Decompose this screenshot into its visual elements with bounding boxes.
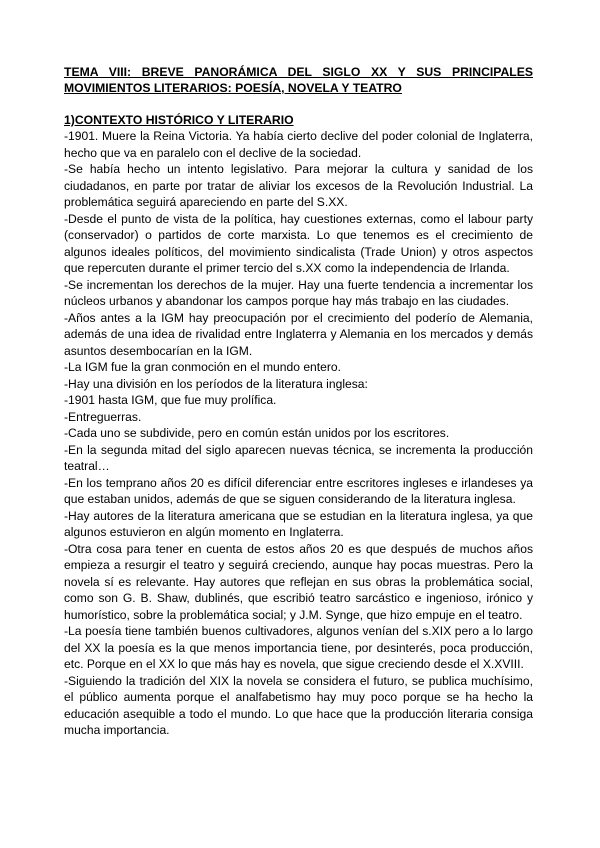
paragraph: -1901 hasta IGM, que fue muy prolífica.: [64, 393, 277, 407]
paragraph: -Siguiendo la tradición del XIX la novela se considera el futuro, se publica muchísimo, el público aumenta porque el analfabetismo hay muy poco porque se ha hecho la educación asequible a todo el mundo. Lo que hace que la producción literaria consiga mucha importancia.: [64, 673, 533, 737]
section-heading: 1)CONTEXTO HISTÓRICO Y LITERARIO: [64, 113, 294, 127]
body-text: [64, 128, 533, 739]
title-line-2: MOVIMIENTOS LITERARIOS: POESÍA, NOVELA Y TEATRO: [64, 81, 402, 95]
paragraph: -Años antes a la IGM hay preocupación por el crecimiento del poderío de Alemania, además de una idea de rivalidad entre Inglaterra y Alemania en los mercados y demás asuntos desembocarían en la IGM.: [64, 310, 533, 358]
paragraph: -Hay una división en los períodos de la literatura inglesa:: [64, 376, 368, 391]
document-title: [64, 64, 533, 96]
paragraph: -La poesía tiene también buenos cultivadores, algunos venían del s.XIX pero a lo largo del XX la poesía es la que menos importancia tiene, por desinterés, poca producción, etc. Porque en el XX lo que más hay es novela, que sigue creciendo desde el X.XVIII.: [64, 624, 533, 671]
paragraph: -Cada uno se subdivide, pero en común están unidos por los escritores.: [64, 426, 450, 440]
paragraph: -La IGM fue la gran conmoción en el mundo entero.: [64, 360, 341, 374]
paragraph: -Se había hecho un intento legislativo. Para mejorar la cultura y sanidad de los ciudadanos, en parte por tratar de aliviar los excesos de la Revolución Industrial. La problemática seguirá apareciendo en parte del S.XX.: [64, 162, 533, 209]
paragraph: -Otra cosa para tener en cuenta de estos años 20 es que después de muchos años empieza a resurgir el teatro y seguirá creciendo, aunque hay pocas muestras. Pero la novela sí es relevante. Hay autores que reflejan en sus obras la problemática social, como son G. B. Shaw, dublinés, que escribió teatro sarcástico e ingenioso, irónico y humorístico, sobre la problemática social; y J.M. Synge, que hizo empuje en el teatro.: [64, 541, 533, 622]
paragraph: -En los temprano años 20 es difícil diferenciar entre escritores ingleses e irlandeses ya que estaban unidos, además de que se siguen considerando de la literatura inglesa.: [64, 475, 533, 506]
paragraph: -Hay autores de la literatura americana que se estudian en la literatura inglesa, ya que algunos estuvieron en algún momento en Inglaterra.: [64, 508, 533, 539]
paragraph: -Se incrementan los derechos de la mujer. Hay una fuerte tendencia a incrementar los núcleos urbanos y abandonar los campos porque hay más trabajo en las ciudades.: [64, 277, 533, 308]
paragraph: -En la segunda mitad del siglo aparecen nuevas técnica, se incrementa la producción teatral…: [64, 442, 533, 473]
paragraph: -1901. Muere la Reina Victoria. Ya había cierto declive del poder colonial de Inglaterra, hecho que va en paralelo con el declive de la sociedad.: [64, 129, 533, 160]
paragraph: -Desde el punto de vista de la política, hay cuestiones externas, como el labour party (conservador) o partidos de corte marxista. Lo que tenemos es el crecimiento de algunos ideales políticos, del movimiento sindicalista (Trade Union) y otros aspectos que repercuten durante el primer tercio del s.XX como la independencia de Irlanda.: [64, 211, 533, 275]
document-page: [64, 64, 533, 739]
paragraph: -Entreguerras.: [64, 409, 142, 424]
title-line-1: TEMA VIII: BREVE PANORÁMICA DEL SIGLO XX Y SUS PRINCIPALES: [64, 65, 533, 79]
